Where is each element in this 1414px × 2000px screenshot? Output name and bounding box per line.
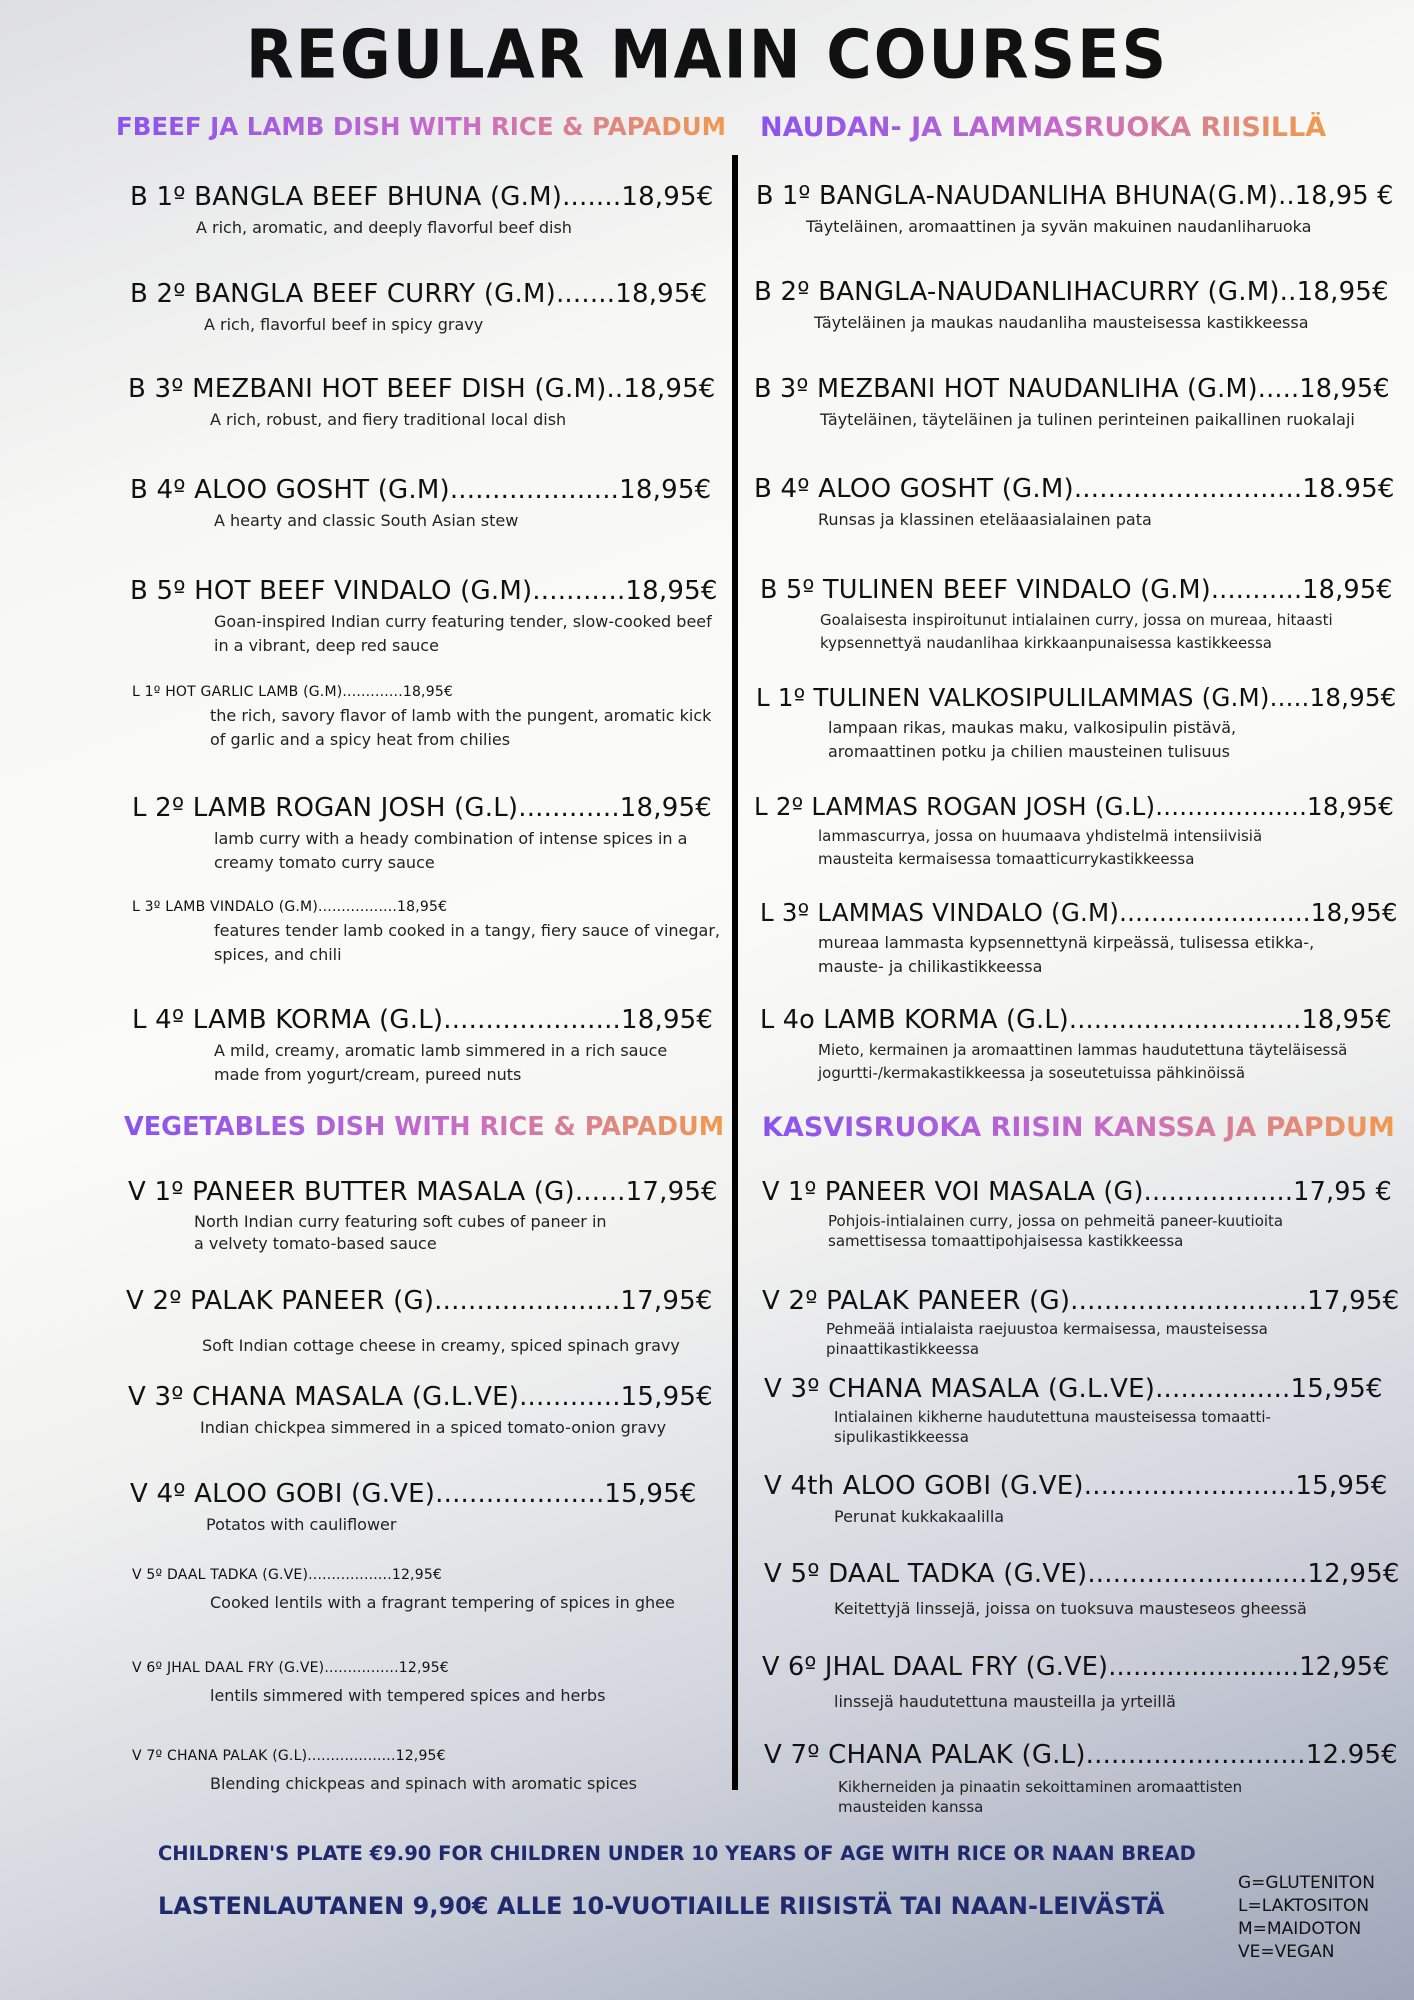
item-name: L 4º LAMB KORMA (G.L).....................18,95€	[132, 1005, 714, 1035]
item-desc: Blending chickpeas and spinach with aromatic spices	[210, 1774, 637, 1793]
section-heading-beef-lamb-en: FBEEF JA LAMB DISH WITH RICE & PAPADUM	[116, 112, 726, 141]
item-desc: Täyteläinen, aromaattinen ja syvän makuinen naudanliharuoka	[806, 217, 1312, 236]
item-desc: Perunat kukkakaalilla	[834, 1507, 1005, 1526]
item-desc: A rich, aromatic, and deeply flavorful beef dish	[196, 218, 572, 237]
menu-item-b5-en	[130, 576, 718, 658]
item-name: B 3º MEZBANI HOT BEEF DISH (G.M)..18,95€	[128, 374, 716, 404]
section-heading-veg-en: VEGETABLES DISH WITH RICE & PAPADUM	[124, 1112, 725, 1142]
menu-item-b2-fi	[754, 277, 1389, 335]
item-name: V 1º PANEER VOI MASALA (G)..................17,95 €	[762, 1177, 1392, 1207]
item-desc: Cooked lentils with a fragrant tempering of spices in ghee	[210, 1593, 675, 1612]
menu-item-v6-fi	[762, 1652, 1390, 1714]
item-desc: Täyteläinen ja maukas naudanliha mausteisessa kastikkeessa	[814, 313, 1309, 332]
item-desc: Mieto, kermainen ja aromaattinen lammas haudutettuna täyteläisessä jogurtti-/kermakastikkeessa ja soseutetuissa pähkinöissä	[818, 1041, 1348, 1082]
column-divider	[732, 155, 738, 1790]
item-desc: Pohjois-intialainen curry, jossa on pehmeitä paneer-kuutioita samettisessa tomaattipohjaisessa kastikkeessa	[828, 1212, 1284, 1251]
menu-item-l3-fi	[760, 898, 1398, 979]
item-name: B 2º BANGLA BEEF CURRY (G.M).......18,95€	[130, 279, 708, 309]
page-title: REGULAR MAIN COURSES	[245, 15, 1169, 94]
item-desc: lampaan rikas, maukas maku, valkosipulin pistävä, aromaattinen potku ja chilien mausteinen tulisuus	[828, 718, 1237, 761]
item-desc: Soft Indian cottage cheese in creamy, spiced spinach gravy	[202, 1336, 680, 1355]
item-desc: lamb curry with a heady combination of intense spices in a creamy tomato curry sauce	[214, 829, 688, 872]
item-desc: Kikherneiden ja pinaatin sekoittaminen aromaattisten mausteiden kanssa	[838, 1778, 1243, 1816]
item-desc: Keitettyjä linssejä, joissa on tuoksuva mausteseos gheessä	[834, 1599, 1307, 1618]
section-heading-veg-fi: KASVISRUOKA RIISIN KANSSA JA PAPDUM	[762, 1112, 1395, 1143]
menu-item-v2-en	[126, 1286, 722, 1358]
menu-item-v5-fi	[764, 1559, 1400, 1621]
item-name: L 2º LAMB ROGAN JOSH (G.L)............18,95€	[132, 793, 712, 823]
item-name: V 6º JHAL DAAL FRY (G.VE).......................12,95€	[762, 1652, 1390, 1682]
item-name: B 4º ALOO GOSHT (G.M)....................18,95€	[130, 475, 712, 505]
item-name: V 3º CHANA MASALA (G.L.VE)................15,95€	[764, 1374, 1383, 1404]
item-desc: Runsas ja klassinen eteläaasialainen pata	[818, 510, 1152, 529]
item-desc: lammascurrya, jossa on huumaava yhdistelmä intensiivisiä mausteita kermaisessa tomaatticurrykastikkeessa	[818, 827, 1263, 868]
item-name: L 3º LAMMAS VINDALO (G.M)........................18,95€	[760, 898, 1398, 927]
item-name: B 1º BANGLA-NAUDANLIHA BHUNA(G.M)..18,95 €	[756, 181, 1394, 211]
item-desc: Indian chickpea simmered in a spiced tomato-onion gravy	[200, 1418, 667, 1437]
item-name: B 4º ALOO GOSHT (G.M)...........................18.95€	[754, 474, 1395, 504]
item-name: L 2º LAMMAS ROGAN JOSH (G.L)...................18,95€	[754, 792, 1394, 821]
menu-item-b4-fi	[754, 474, 1395, 532]
item-desc: A hearty and classic South Asian stew	[214, 511, 519, 530]
item-name: V 4th ALOO GOBI (G.VE).........................15,95€	[764, 1471, 1388, 1501]
menu-item-v5-en	[132, 1567, 730, 1615]
item-desc: A rich, robust, and fiery traditional local dish	[210, 410, 567, 429]
item-name: V 1º PANEER BUTTER MASALA (G)......17,95€	[128, 1177, 718, 1207]
item-desc: Täyteläinen, täyteläinen ja tulinen perinteinen paikallinen ruokalaji	[820, 410, 1355, 429]
item-name: V 5º DAAL TADKA (G.VE)..................12,95€	[132, 1567, 443, 1583]
menu-item-v7-en	[132, 1748, 730, 1796]
item-name: L 1º TULINEN VALKOSIPULILAMMAS (G.M).....18,95€	[756, 683, 1397, 712]
menu-item-b3-en	[128, 374, 716, 432]
item-desc: the rich, savory flavor of lamb with the pungent, aromatic kick of garlic and a spicy heat from chilies	[210, 706, 712, 749]
item-name: B 1º BANGLA BEEF BHUNA (G.M).......18,95€	[130, 182, 714, 212]
legend-vegan: VE=VEGAN	[1238, 1942, 1335, 1962]
item-name: B 3º MEZBANI HOT NAUDANLIHA (G.M).....18,95€	[754, 374, 1390, 404]
item-name: V 6º JHAL DAAL FRY (G.VE)................12,95€	[132, 1660, 449, 1676]
childrens-plate-en: CHILDREN'S PLATE €9.90 FOR CHILDREN UNDER 10 YEARS OF AGE WITH RICE OR NAAN BREAD	[158, 1842, 1196, 1865]
item-name: B 5º HOT BEEF VINDALO (G.M)...........18,95€	[130, 576, 718, 606]
menu-item-b4-en	[130, 475, 711, 533]
menu-item-b1-en	[130, 182, 714, 240]
item-name: V 7º CHANA PALAK (G.L)..........................12.95€	[764, 1740, 1398, 1770]
menu-item-b2-en	[130, 279, 707, 337]
legend-dairy-free: M=MAIDOTON	[1238, 1919, 1362, 1939]
menu-item-v2-fi	[762, 1286, 1399, 1359]
item-name: L 4o LAMB KORMA (G.L)............................18,95€	[760, 1005, 1392, 1035]
item-name: L 1º HOT GARLIC LAMB (G.M).............18,95€	[132, 684, 454, 700]
legend-lactose-free: L=LAKTOSITON	[1238, 1896, 1370, 1916]
menu-item-v4-en	[130, 1479, 697, 1537]
item-name: V 5º DAAL TADKA (G.VE)..........................12,95€	[764, 1559, 1400, 1589]
legend-gluten-free: G=GLUTENITON	[1238, 1873, 1375, 1893]
item-desc: A rich, flavorful beef in spicy gravy	[204, 315, 484, 334]
diet-legend	[1238, 1872, 1375, 1964]
item-desc: lentils simmered with tempered spices and herbs	[210, 1686, 606, 1705]
section-heading-beef-lamb-fi: NAUDAN- JA LAMMASRUOKA RIISILLÄ	[760, 112, 1327, 143]
menu-item-l3-en	[132, 899, 734, 967]
item-name: B 2º BANGLA-NAUDANLIHACURRY (G.M)..18,95€	[754, 277, 1389, 307]
item-desc: features tender lamb cooked in a tangy, fiery sauce of vinegar, spices, and chili	[214, 921, 721, 964]
menu-item-v3-en	[128, 1382, 720, 1440]
item-desc: Goan-inspired Indian curry featuring tender, slow-cooked beef in a vibrant, deep red sauce	[214, 612, 712, 655]
menu-item-l4-fi	[760, 1005, 1392, 1084]
item-name: V 7º CHANA PALAK (G.L)...................12,95€	[132, 1748, 446, 1764]
menu-item-v1-en	[128, 1177, 718, 1254]
item-name: V 2º PALAK PANEER (G)......................17,95€	[126, 1286, 713, 1316]
menu-item-l1-en	[132, 684, 730, 752]
item-desc: Potatos with cauliflower	[206, 1515, 397, 1534]
menu-item-l1-fi	[756, 683, 1396, 764]
childrens-plate-fi: LASTENLAUTANEN 9,90€ ALLE 10-VUOTIAILLE RIISISTÄ TAI NAAN-LEIVÄSTÄ	[158, 1892, 1165, 1920]
menu-item-l2-en	[132, 793, 714, 875]
item-desc: Pehmeää intialaista raejuustoa kermaisessa, mausteisessa pinaattikastikkeessa	[826, 1320, 1268, 1358]
menu-item-b3-fi	[754, 374, 1390, 432]
item-desc: A mild, creamy, aromatic lamb simmered in a rich sauce made from yogurt/cream, pureed nuts	[214, 1041, 668, 1084]
item-name: L 3º LAMB VINDALO (G.M).................18,95€	[132, 899, 448, 915]
item-desc: mureaa lammasta kypsennettynä kirpeässä, tulisessa etikka-, mauste- ja chilikastikkeessa	[818, 933, 1315, 976]
menu-item-v6-en	[132, 1660, 730, 1708]
item-desc: Intialainen kikherne haudutettuna mausteisessa tomaatti-sipulikastikkeessa	[834, 1408, 1271, 1446]
menu-item-l2-fi	[754, 792, 1394, 870]
item-name: B 5º TULINEN BEEF VINDALO (G.M)...........18,95€	[760, 575, 1393, 605]
item-desc: linssejä haudutettuna mausteilla ja yrteillä	[834, 1692, 1176, 1711]
item-name: V 2º PALAK PANEER (G)............................17,95€	[762, 1286, 1400, 1316]
menu-item-v7-fi	[764, 1740, 1398, 1817]
menu-item-l4-en	[132, 1005, 714, 1087]
menu-item-b1-fi	[756, 181, 1394, 239]
item-name: V 3º CHANA MASALA (G.L.VE)............15,95€	[128, 1382, 713, 1412]
menu-item-b5-fi	[760, 575, 1393, 654]
item-name: V 4º ALOO GOBI (G.VE)....................15,95€	[130, 1479, 697, 1509]
menu-item-v3-fi	[764, 1374, 1383, 1447]
menu-item-v1-fi	[762, 1177, 1392, 1252]
item-desc: Goalaisesta inspiroitunut intialainen curry, jossa on mureaa, hitaasti kypsennettyä naudanlihaa kirkkaanpunaisessa kastikkeessa	[820, 611, 1333, 652]
menu-item-v4-fi	[764, 1471, 1388, 1529]
item-desc: North Indian curry featuring soft cubes of paneer in a velvety tomato-based sauce	[194, 1212, 607, 1253]
